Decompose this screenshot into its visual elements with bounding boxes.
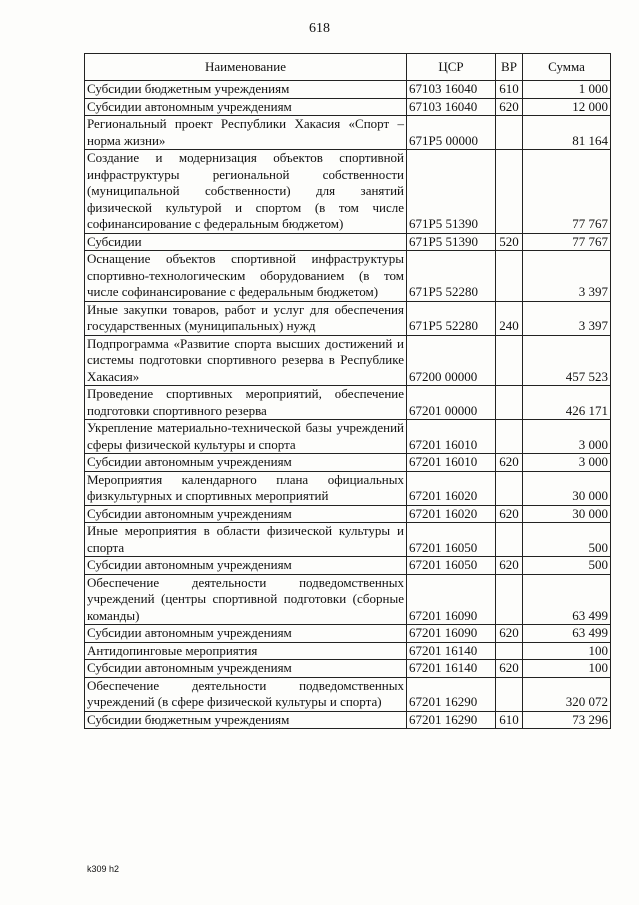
row-name: Субсидии автономным учреждениям — [85, 625, 407, 643]
row-vr — [496, 523, 523, 557]
row-sum: 500 — [523, 523, 611, 557]
table-row — [85, 233, 611, 251]
row-sum: 3 397 — [523, 251, 611, 302]
table-row — [85, 523, 611, 557]
column-header-name: Наименование — [85, 54, 407, 81]
row-csr: 67201 16020 — [407, 505, 496, 523]
table-row — [85, 574, 611, 625]
row-sum: 30 000 — [523, 471, 611, 505]
row-vr — [496, 116, 523, 150]
row-sum: 1 000 — [523, 81, 611, 99]
row-vr: 520 — [496, 233, 523, 251]
row-name: Обеспечение деятельности подведомственных учреждений (в сфере физической культуры и спорта) — [85, 677, 407, 711]
row-name: Проведение спортивных мероприятий, обеспечение подготовки спортивного резерва — [85, 386, 407, 420]
row-vr — [496, 420, 523, 454]
row-vr — [496, 386, 523, 420]
row-sum: 457 523 — [523, 335, 611, 386]
row-vr: 620 — [496, 660, 523, 678]
table-row — [85, 81, 611, 99]
row-csr: 67200 00000 — [407, 335, 496, 386]
row-sum: 30 000 — [523, 505, 611, 523]
table-row — [85, 335, 611, 386]
row-sum: 320 072 — [523, 677, 611, 711]
row-csr: 671P5 00000 — [407, 116, 496, 150]
row-vr: 620 — [496, 98, 523, 116]
row-csr: 67201 16140 — [407, 660, 496, 678]
row-csr: 671P5 51390 — [407, 233, 496, 251]
row-name: Создание и модернизация объектов спортивной инфраструктуры региональной собственности (муниципальной собственности) для занятий физической культурой и спортом (в том числе софинансирование с федеральным бюджетом) — [85, 150, 407, 234]
row-vr: 240 — [496, 301, 523, 335]
row-csr: 67201 16010 — [407, 420, 496, 454]
table-row — [85, 150, 611, 234]
row-name: Субсидии бюджетным учреждениям — [85, 711, 407, 729]
row-csr: 671P5 51390 — [407, 150, 496, 234]
row-name: Региональный проект Республики Хакасия «Спорт – норма жизни» — [85, 116, 407, 150]
row-csr: 67201 16020 — [407, 471, 496, 505]
row-vr — [496, 574, 523, 625]
row-vr — [496, 677, 523, 711]
row-sum: 81 164 — [523, 116, 611, 150]
table-row — [85, 625, 611, 643]
row-csr: 67201 16050 — [407, 557, 496, 575]
row-csr: 67201 16090 — [407, 574, 496, 625]
row-vr — [496, 471, 523, 505]
row-name: Субсидии автономным учреждениям — [85, 660, 407, 678]
row-sum: 77 767 — [523, 150, 611, 234]
table-row — [85, 420, 611, 454]
column-header-csr: ЦСР — [407, 54, 496, 81]
row-name: Субсидии автономным учреждениям — [85, 505, 407, 523]
row-sum: 100 — [523, 642, 611, 660]
header-row — [85, 54, 611, 81]
row-csr: 67201 00000 — [407, 386, 496, 420]
row-sum: 12 000 — [523, 98, 611, 116]
row-vr — [496, 150, 523, 234]
row-vr — [496, 642, 523, 660]
table-row — [85, 557, 611, 575]
table-row — [85, 711, 611, 729]
row-vr: 620 — [496, 625, 523, 643]
row-sum: 73 296 — [523, 711, 611, 729]
budget-table — [84, 53, 611, 729]
table-row — [85, 116, 611, 150]
table-row — [85, 454, 611, 472]
row-csr: 67201 16050 — [407, 523, 496, 557]
row-csr: 67103 16040 — [407, 81, 496, 99]
row-name: Обеспечение деятельности подведомственных учреждений (центры спортивной подготовки (сборные команды) — [85, 574, 407, 625]
row-name: Иные закупки товаров, работ и услуг для обеспечения государственных (муниципальных) нужд — [85, 301, 407, 335]
row-csr: 67201 16290 — [407, 711, 496, 729]
row-csr: 671P5 52280 — [407, 301, 496, 335]
row-name: Субсидии — [85, 233, 407, 251]
table-row — [85, 386, 611, 420]
row-vr: 620 — [496, 505, 523, 523]
row-vr: 620 — [496, 454, 523, 472]
table-row — [85, 642, 611, 660]
row-name: Оснащение объектов спортивной инфраструктуры спортивно-технологическим оборудованием (в том числе софинансирование с федеральным бюджетом) — [85, 251, 407, 302]
row-vr — [496, 335, 523, 386]
row-name: Субсидии автономным учреждениям — [85, 454, 407, 472]
row-sum: 500 — [523, 557, 611, 575]
row-vr: 620 — [496, 557, 523, 575]
row-name: Субсидии бюджетным учреждениям — [85, 81, 407, 99]
row-sum: 3 000 — [523, 420, 611, 454]
table-row — [85, 471, 611, 505]
row-sum: 426 171 — [523, 386, 611, 420]
row-vr — [496, 251, 523, 302]
row-name: Субсидии автономным учреждениям — [85, 557, 407, 575]
row-sum: 77 767 — [523, 233, 611, 251]
row-vr: 610 — [496, 81, 523, 99]
row-csr: 67103 16040 — [407, 98, 496, 116]
table-row — [85, 660, 611, 678]
row-sum: 3 397 — [523, 301, 611, 335]
table-row — [85, 301, 611, 335]
page-number: 618 — [309, 21, 330, 36]
row-name: Подпрограмма «Развитие спорта высших достижений и системы подготовки спортивного резерва в Республике Хакасия» — [85, 335, 407, 386]
row-name: Мероприятия календарного плана официальных физкультурных и спортивных мероприятий — [85, 471, 407, 505]
row-name: Укрепление материально-технической базы учреждений сферы физической культуры и спорта — [85, 420, 407, 454]
table-row — [85, 251, 611, 302]
footer-code: k309 h2 — [87, 864, 120, 874]
table-row — [85, 505, 611, 523]
row-sum: 63 499 — [523, 574, 611, 625]
table-row — [85, 98, 611, 116]
row-sum: 3 000 — [523, 454, 611, 472]
table-row — [85, 677, 611, 711]
row-name: Антидопинговые мероприятия — [85, 642, 407, 660]
row-csr: 671P5 52280 — [407, 251, 496, 302]
row-csr: 67201 16290 — [407, 677, 496, 711]
row-name: Иные мероприятия в области физической культуры и спорта — [85, 523, 407, 557]
row-sum: 100 — [523, 660, 611, 678]
row-sum: 63 499 — [523, 625, 611, 643]
row-csr: 67201 16010 — [407, 454, 496, 472]
row-csr: 67201 16090 — [407, 625, 496, 643]
row-name: Субсидии автономным учреждениям — [85, 98, 407, 116]
column-header-vr: ВР — [496, 54, 523, 81]
row-csr: 67201 16140 — [407, 642, 496, 660]
row-vr: 610 — [496, 711, 523, 729]
column-header-sum: Сумма — [523, 54, 611, 81]
